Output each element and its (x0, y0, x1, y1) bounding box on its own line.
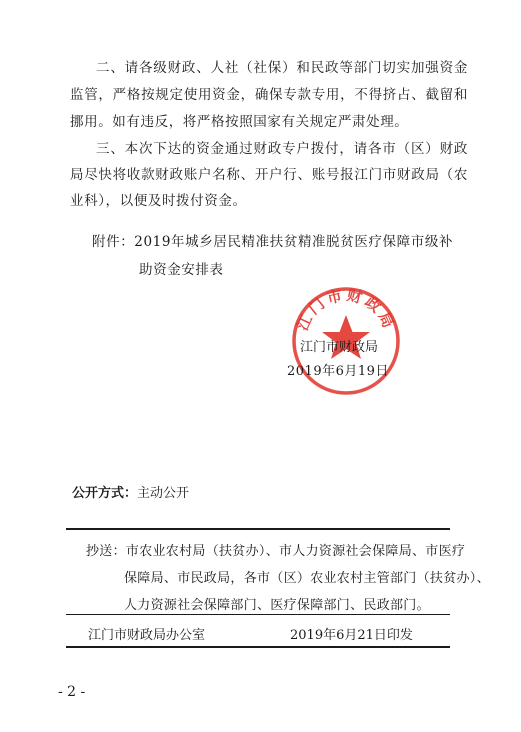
divider-middle (66, 614, 450, 615)
svg-text:江门市财政局: 江门市财政局 (293, 285, 399, 334)
signature-date: 2019年6月19日 (287, 364, 389, 379)
print-date: 2019年6月21日印发 (290, 628, 413, 643)
paragraph-3-line-3: 业科），以便及时拨付资金。 (70, 193, 247, 209)
divider-bottom (66, 646, 450, 648)
cc-line-1: 抄送：市农业农村局（扶贫办）、市人力资源社会保障局、市医疗 (86, 544, 466, 559)
paragraph-3-line-1: 三、本次下达的资金通过财政专户拨付，请各市（区）财政 (96, 141, 468, 157)
divider-top (66, 528, 450, 530)
cc-line-3: 人力资源社会保障部门、医疗保障部门、民政部门。 (124, 598, 430, 613)
disclosure-method (72, 482, 189, 501)
paragraph-2-line-2: 监管，严格按规定使用资金，确保专款专用，不得挤占、截留和 (70, 87, 468, 103)
attachment-line-2: 助资金安排表 (139, 262, 224, 278)
paragraph-2-line-1: 二、请各级财政、人社（社保）和民政等部门切实加强资金 (96, 60, 468, 76)
attachment-line-1: 附件：2019年城乡居民精准扶贫精准脱贫医疗保障市级补 (92, 234, 454, 250)
signature-org: 江门市财政局 (300, 340, 379, 355)
cc-line-2: 保障局、市民政局，各市（区）农业农村主管部门（扶贫办）、 (124, 571, 490, 586)
paragraph-2-line-3: 挪用。如有违反，将严格按照国家有关规定严肃处理。 (70, 114, 409, 130)
disclosure-value: 主动公开 (137, 486, 190, 501)
page-number: - 2 - (58, 684, 86, 700)
disclosure-label: 公开方式： (72, 486, 138, 501)
paragraph-3-line-2: 局尽快将收款财政账户名称、开户行、账号报江门市财政局（农 (70, 167, 468, 183)
issuing-office: 江门市财政局办公室 (88, 628, 206, 643)
